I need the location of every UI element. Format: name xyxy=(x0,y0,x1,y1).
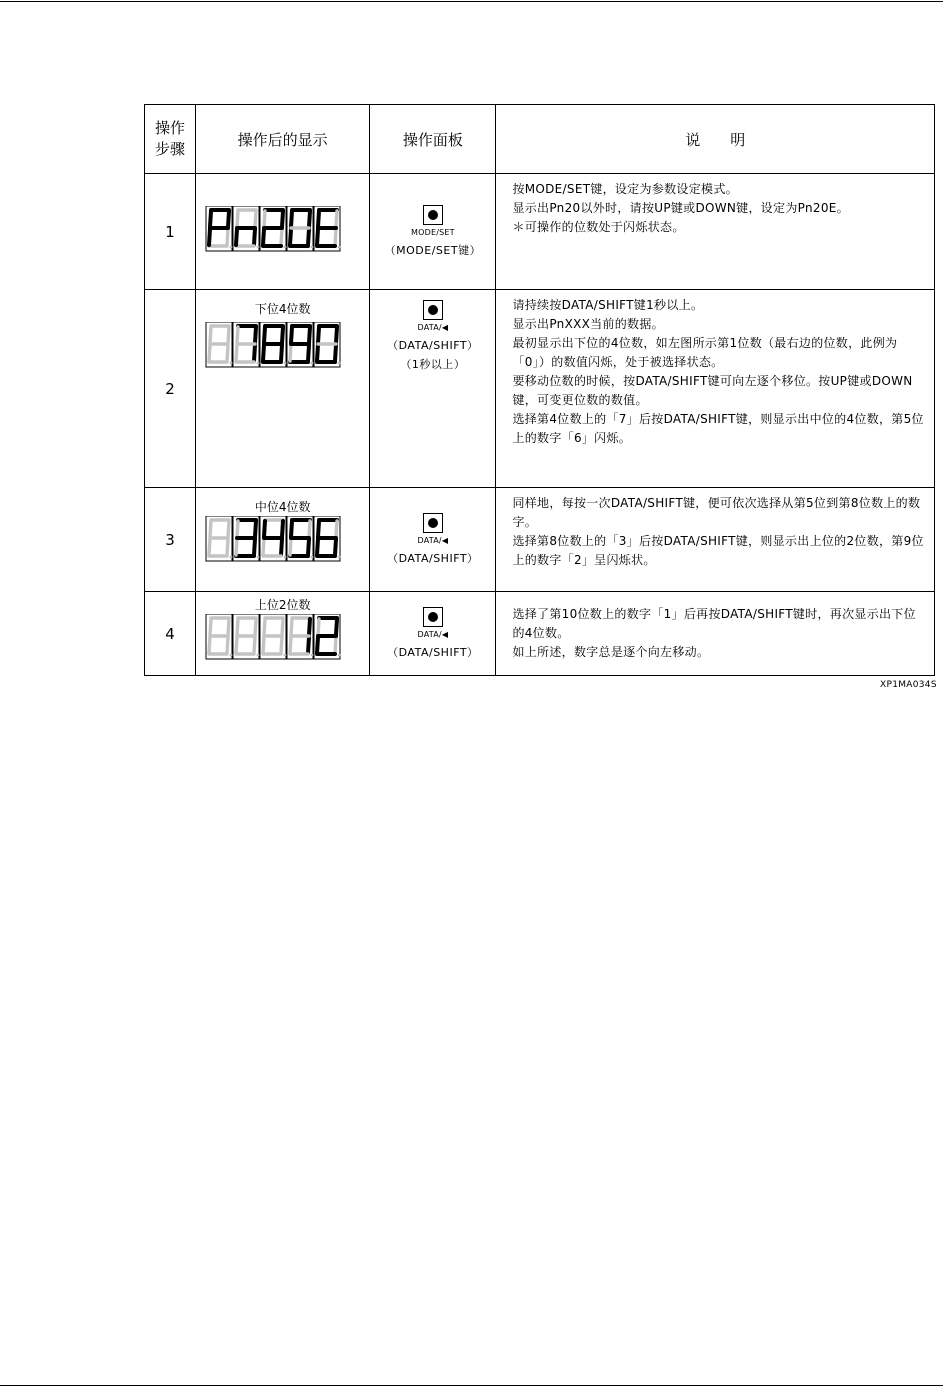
mode-set-button-icon xyxy=(423,205,443,225)
segment-c xyxy=(281,539,282,555)
segment-e xyxy=(263,345,264,361)
segment-c xyxy=(227,345,228,361)
decimal-point xyxy=(311,556,314,559)
segment-b xyxy=(336,521,337,537)
table-row xyxy=(145,592,935,676)
seven-segment-display xyxy=(205,206,345,252)
desc-line: 显示出PnXXX当前的数据。 xyxy=(512,317,664,331)
desc-line: 最初显示出下位的4位数，如左图所示第1位数（最右边的位数，此例为「0」）的数值闪烁，处于被选择状态。 xyxy=(512,336,898,369)
segment-f xyxy=(291,521,292,537)
header-display: 操作后的显示 xyxy=(196,105,370,174)
decimal-point xyxy=(257,556,260,559)
display-label: 中位4位数 xyxy=(254,500,311,514)
segment-c xyxy=(254,637,255,653)
segment-f xyxy=(237,211,238,227)
panel-cell xyxy=(370,592,496,676)
data-shift-button-icon xyxy=(423,607,443,627)
desc-line: 如上所述，数字总是逐个向左移动。 xyxy=(512,645,710,659)
segment-e xyxy=(317,345,318,361)
segment-f xyxy=(264,211,265,227)
segment-e xyxy=(290,637,291,653)
segment-f xyxy=(291,619,292,635)
decimal-point xyxy=(338,556,341,559)
segment-e xyxy=(290,539,291,555)
segment-e xyxy=(263,229,264,245)
step-number: 2 xyxy=(145,290,196,488)
segment-f xyxy=(264,327,265,343)
decimal-point xyxy=(257,362,260,365)
panel-cell xyxy=(370,488,496,592)
segment-f xyxy=(237,521,238,537)
segment-b xyxy=(228,211,229,227)
desc-line: 请持续按DATA/SHIFT键1秒以上。 xyxy=(512,298,704,312)
data-shift-button-icon xyxy=(423,513,443,533)
key-name: （DATA/SHIFT） xyxy=(387,339,479,352)
segment-c xyxy=(308,637,309,653)
key-name: （DATA/SHIFT） xyxy=(387,646,479,659)
segment-e xyxy=(236,637,237,653)
segment-b xyxy=(228,619,229,635)
data-shift-button-icon xyxy=(423,300,443,320)
segment-c xyxy=(308,539,309,555)
desc-line: 同样地，每按一次DATA/SHIFT键，便可依次选择从第5位到第8位数上的数字。 xyxy=(512,496,921,529)
desc-line: ＊可操作的位数处于闪烁状态。 xyxy=(512,220,685,234)
segment-e xyxy=(263,539,264,555)
segment-e xyxy=(209,539,210,555)
panel-cell xyxy=(370,290,496,488)
decimal-point xyxy=(230,654,233,657)
step-number: 4 xyxy=(145,592,196,676)
figure-code: XP1MA034S xyxy=(880,680,937,690)
desc-line: 要移动位数的时候，按DATA/SHIFT键可向左逐个移位。按UP键或DOWN键，可变更位数的数值。 xyxy=(512,374,913,407)
segment-b xyxy=(228,327,229,343)
footer-rule xyxy=(0,1385,943,1386)
seven-segment-display xyxy=(205,516,345,562)
segment-b xyxy=(255,211,256,227)
segment-f xyxy=(210,619,211,635)
decimal-point xyxy=(338,654,341,657)
segment-f xyxy=(264,619,265,635)
header-panel: 操作面板 xyxy=(370,105,496,174)
table-row xyxy=(145,174,935,290)
desc-line: 选择了第10位数上的数字「1」后再按DATA/SHIFT键时，再次显示出下位的4位数。 xyxy=(512,607,916,640)
decimal-point xyxy=(230,246,233,249)
segment-c xyxy=(308,229,309,245)
step-number: 3 xyxy=(145,488,196,592)
display-label: 上位2位数 xyxy=(254,598,311,612)
segment-f xyxy=(264,521,265,537)
segment-c xyxy=(308,345,309,361)
segment-b xyxy=(255,521,256,537)
segment-e xyxy=(317,637,318,653)
segment-e xyxy=(236,345,237,361)
segment-b xyxy=(309,521,310,537)
segment-c xyxy=(335,345,336,361)
decimal-point xyxy=(311,246,314,249)
segment-c xyxy=(335,229,336,245)
segment-f xyxy=(237,619,238,635)
decimal-point xyxy=(311,362,314,365)
segment-b xyxy=(309,619,310,635)
segment-b xyxy=(336,211,337,227)
segment-e xyxy=(209,345,210,361)
segment-e xyxy=(290,345,291,361)
display-label: 下位4位数 xyxy=(254,302,311,316)
segment-c xyxy=(254,539,255,555)
operation-table xyxy=(144,104,935,676)
description-cell xyxy=(496,592,935,676)
segment-c xyxy=(335,539,336,555)
segment-c xyxy=(227,229,228,245)
segment-e xyxy=(209,229,210,245)
header-rule xyxy=(0,1,943,2)
segment-f xyxy=(318,211,319,227)
display-cell xyxy=(196,290,370,488)
header-step: 操作步骤 xyxy=(145,105,196,174)
segment-b xyxy=(336,619,337,635)
segment-b xyxy=(336,327,337,343)
decimal-point xyxy=(311,654,314,657)
seven-segment-display xyxy=(205,614,345,660)
segment-b xyxy=(309,327,310,343)
segment-e xyxy=(236,539,237,555)
decimal-point xyxy=(257,654,260,657)
description-cell xyxy=(496,488,935,592)
key-note: （1秒以上） xyxy=(400,358,466,371)
description-cell xyxy=(496,174,935,290)
segment-b xyxy=(309,211,310,227)
segment-c xyxy=(254,345,255,361)
panel-cell xyxy=(370,174,496,290)
display-cell xyxy=(196,592,370,676)
segment-f xyxy=(210,211,211,227)
segment-c xyxy=(254,229,255,245)
segment-f xyxy=(291,211,292,227)
decimal-point xyxy=(257,246,260,249)
segment-b xyxy=(255,619,256,635)
table-row xyxy=(145,290,935,488)
seven-segment-display xyxy=(205,322,345,368)
desc-line: 显示出Pn20以外时，请按UP键或DOWN键，设定为Pn20E。 xyxy=(512,201,849,215)
segment-f xyxy=(291,327,292,343)
key-name: （DATA/SHIFT） xyxy=(387,552,479,565)
segment-f xyxy=(318,327,319,343)
segment-c xyxy=(281,345,282,361)
table-row xyxy=(145,488,935,592)
segment-f xyxy=(210,521,211,537)
segment-b xyxy=(282,327,283,343)
segment-e xyxy=(317,539,318,555)
segment-c xyxy=(227,539,228,555)
decimal-point xyxy=(338,362,341,365)
segment-c xyxy=(281,229,282,245)
segment-f xyxy=(318,521,319,537)
step-number: 1 xyxy=(145,174,196,290)
key-tag: DATA/◀ xyxy=(417,323,449,332)
decimal-point xyxy=(230,362,233,365)
segment-b xyxy=(228,521,229,537)
segment-f xyxy=(318,619,319,635)
desc-line: 选择第4位数上的「7」后按DATA/SHIFT键，则显示出中位的4位数，第5位上的数字「6」闪烁。 xyxy=(512,412,924,445)
segment-f xyxy=(210,327,211,343)
decimal-point xyxy=(284,362,287,365)
segment-c xyxy=(227,637,228,653)
segment-b xyxy=(282,521,283,537)
segment-c xyxy=(335,637,336,653)
key-tag: DATA/◀ xyxy=(417,536,449,545)
key-name: （MODE/SET键） xyxy=(384,244,482,257)
segment-e xyxy=(317,229,318,245)
segment-b xyxy=(282,211,283,227)
header-desc: 说 明 xyxy=(496,105,935,174)
display-cell xyxy=(196,488,370,592)
segment-b xyxy=(282,619,283,635)
desc-line: 选择第8位数上的「3」后按DATA/SHIFT键，则显示出上位的2位数，第9位上的数字「2」呈闪烁状。 xyxy=(512,534,924,567)
decimal-point xyxy=(338,246,341,249)
segment-b xyxy=(255,327,256,343)
segment-e xyxy=(290,229,291,245)
decimal-point xyxy=(230,556,233,559)
key-tag: MODE/SET xyxy=(410,228,455,237)
key-tag: DATA/◀ xyxy=(417,630,449,639)
display-cell xyxy=(196,174,370,290)
segment-e xyxy=(236,229,237,245)
segment-e xyxy=(263,637,264,653)
segment-f xyxy=(237,327,238,343)
table-header-row xyxy=(145,105,935,174)
description-cell xyxy=(496,290,935,488)
decimal-point xyxy=(284,246,287,249)
desc-line: 按MODE/SET键，设定为参数设定模式。 xyxy=(512,182,738,196)
segment-e xyxy=(209,637,210,653)
segment-c xyxy=(281,637,282,653)
decimal-point xyxy=(284,654,287,657)
decimal-point xyxy=(284,556,287,559)
